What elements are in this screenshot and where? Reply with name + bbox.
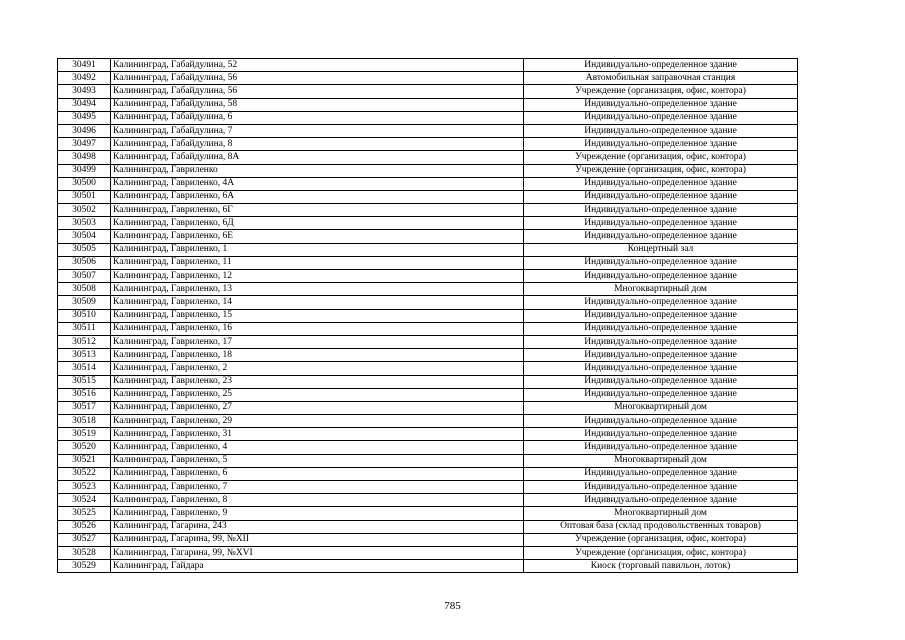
object-type-cell: Индивидуально-определенное здание (524, 375, 798, 388)
record-number-cell: 30527 (58, 533, 111, 546)
address-cell: Калининград, Гавриленко, 6Г (111, 204, 524, 217)
record-number-cell: 30510 (58, 309, 111, 322)
record-number-cell: 30493 (58, 85, 111, 98)
object-type-cell: Автомобильная заправочная станция (524, 72, 798, 85)
object-type-cell: Оптовая база (склад продовольственных товаров) (524, 520, 798, 533)
address-cell: Калининград, Гавриленко, 6Д (111, 217, 524, 230)
object-type-cell: Индивидуально-определенное здание (524, 335, 798, 348)
object-type-cell: Учреждение (организация, офис, контора) (524, 546, 798, 559)
record-number-cell: 30504 (58, 230, 111, 243)
record-number-cell: 30518 (58, 415, 111, 428)
address-cell: Калининград, Гавриленко, 16 (111, 322, 524, 335)
record-number-cell: 30503 (58, 217, 111, 230)
record-number-cell: 30500 (58, 177, 111, 190)
table-row (58, 441, 798, 454)
table-row (58, 124, 798, 137)
object-type-cell: Индивидуально-определенное здание (524, 309, 798, 322)
table-row (58, 507, 798, 520)
table-row (58, 533, 798, 546)
object-type-cell: Учреждение (организация, офис, контора) (524, 151, 798, 164)
address-cell: Калининград, Гавриленко, 23 (111, 375, 524, 388)
record-number-cell: 30519 (58, 428, 111, 441)
table-row (58, 362, 798, 375)
object-type-cell: Индивидуально-определенное здание (524, 59, 798, 72)
address-cell: Калининград, Гавриленко, 15 (111, 309, 524, 322)
table-row (58, 481, 798, 494)
object-type-cell: Индивидуально-определенное здание (524, 481, 798, 494)
address-cell: Калининград, Габайдулина, 56 (111, 72, 524, 85)
address-cell: Калининград, Гавриленко, 6 (111, 467, 524, 480)
table-row (58, 85, 798, 98)
address-cell: Калининград, Габайдулина, 7 (111, 124, 524, 137)
object-type-cell: Индивидуально-определенное здание (524, 467, 798, 480)
table-row (58, 560, 798, 573)
address-cell: Калининград, Гавриленко, 18 (111, 349, 524, 362)
address-cell: Калининград, Гавриленко, 29 (111, 415, 524, 428)
object-type-cell: Индивидуально-определенное здание (524, 98, 798, 111)
table-row (58, 375, 798, 388)
record-number-cell: 30498 (58, 151, 111, 164)
record-number-cell: 30523 (58, 481, 111, 494)
table-row (58, 164, 798, 177)
address-cell: Калининград, Габайдулина, 8А (111, 151, 524, 164)
object-type-cell: Концертный зал (524, 243, 798, 256)
address-cell: Калининград, Гагарина, 99, №XVI (111, 546, 524, 559)
table-row (58, 296, 798, 309)
registry-table (57, 58, 798, 573)
address-cell: Калининград, Габайдулина, 6 (111, 111, 524, 124)
address-cell: Калининград, Гавриленко, 11 (111, 256, 524, 269)
page-number: 785 (444, 600, 461, 612)
table-row (58, 428, 798, 441)
record-number-cell: 30494 (58, 98, 111, 111)
address-cell: Калининград, Гавриленко, 13 (111, 283, 524, 296)
record-number-cell: 30525 (58, 507, 111, 520)
object-type-cell: Индивидуально-определенное здание (524, 388, 798, 401)
address-cell: Калининград, Гавриленко, 14 (111, 296, 524, 309)
record-number-cell: 30514 (58, 362, 111, 375)
table-row (58, 309, 798, 322)
address-cell: Калининград, Гавриленко, 1 (111, 243, 524, 256)
table-row (58, 217, 798, 230)
record-number-cell: 30512 (58, 335, 111, 348)
table-row (58, 190, 798, 203)
object-type-cell: Многоквартирный дом (524, 507, 798, 520)
table-row (58, 494, 798, 507)
record-number-cell: 30516 (58, 388, 111, 401)
address-cell: Калининград, Гавриленко, 31 (111, 428, 524, 441)
object-type-cell: Индивидуально-определенное здание (524, 190, 798, 203)
table-row (58, 388, 798, 401)
record-number-cell: 30526 (58, 520, 111, 533)
object-type-cell: Учреждение (организация, офис, контора) (524, 164, 798, 177)
address-cell: Калининград, Гавриленко (111, 164, 524, 177)
record-number-cell: 30509 (58, 296, 111, 309)
table-row (58, 270, 798, 283)
table-row (58, 256, 798, 269)
object-type-cell: Индивидуально-определенное здание (524, 362, 798, 375)
table-row (58, 204, 798, 217)
table-row (58, 98, 798, 111)
record-number-cell: 30524 (58, 494, 111, 507)
object-type-cell: Индивидуально-определенное здание (524, 230, 798, 243)
table-row (58, 401, 798, 414)
object-type-cell: Многоквартирный дом (524, 283, 798, 296)
address-cell: Калининград, Гавриленко, 25 (111, 388, 524, 401)
object-type-cell: Индивидуально-определенное здание (524, 415, 798, 428)
record-number-cell: 30501 (58, 190, 111, 203)
object-type-cell: Индивидуально-определенное здание (524, 111, 798, 124)
table-row (58, 546, 798, 559)
table-row (58, 283, 798, 296)
object-type-cell: Индивидуально-определенное здание (524, 428, 798, 441)
record-number-cell: 30529 (58, 560, 111, 573)
object-type-cell: Многоквартирный дом (524, 454, 798, 467)
object-type-cell: Индивидуально-определенное здание (524, 441, 798, 454)
record-number-cell: 30511 (58, 322, 111, 335)
table-row (58, 72, 798, 85)
registry-table-body (58, 59, 798, 573)
record-number-cell: 30507 (58, 270, 111, 283)
table-row (58, 177, 798, 190)
object-type-cell: Индивидуально-определенное здание (524, 494, 798, 507)
record-number-cell: 30491 (58, 59, 111, 72)
record-number-cell: 30520 (58, 441, 111, 454)
object-type-cell: Индивидуально-определенное здание (524, 296, 798, 309)
object-type-cell: Индивидуально-определенное здание (524, 349, 798, 362)
address-cell: Калининград, Гавриленко, 4 (111, 441, 524, 454)
table-row (58, 467, 798, 480)
object-type-cell: Индивидуально-определенное здание (524, 177, 798, 190)
record-number-cell: 30528 (58, 546, 111, 559)
address-cell: Калининград, Гавриленко, 17 (111, 335, 524, 348)
object-type-cell: Индивидуально-определенное здание (524, 204, 798, 217)
record-number-cell: 30502 (58, 204, 111, 217)
table-row (58, 520, 798, 533)
address-cell: Калининград, Гавриленко, 2 (111, 362, 524, 375)
address-cell: Калининград, Габайдулина, 8 (111, 138, 524, 151)
record-number-cell: 30506 (58, 256, 111, 269)
record-number-cell: 30521 (58, 454, 111, 467)
object-type-cell: Индивидуально-определенное здание (524, 256, 798, 269)
object-type-cell: Киоск (торговый павильон, лоток) (524, 560, 798, 573)
address-cell: Калининград, Гавриленко, 4А (111, 177, 524, 190)
record-number-cell: 30517 (58, 401, 111, 414)
table-row (58, 335, 798, 348)
table-row (58, 454, 798, 467)
object-type-cell: Индивидуально-определенное здание (524, 124, 798, 137)
table-row (58, 243, 798, 256)
address-cell: Калининград, Гавриленко, 7 (111, 481, 524, 494)
address-cell: Калининград, Габайдулина, 52 (111, 59, 524, 72)
record-number-cell: 30497 (58, 138, 111, 151)
address-cell: Калининград, Гайдара (111, 560, 524, 573)
table-row (58, 138, 798, 151)
record-number-cell: 30492 (58, 72, 111, 85)
object-type-cell: Учреждение (организация, офис, контора) (524, 85, 798, 98)
address-cell: Калининград, Гагарина, 99, №XII (111, 533, 524, 546)
table-row (58, 230, 798, 243)
address-cell: Калининград, Габайдулина, 58 (111, 98, 524, 111)
record-number-cell: 30505 (58, 243, 111, 256)
record-number-cell: 30499 (58, 164, 111, 177)
address-cell: Калининград, Гавриленко, 5 (111, 454, 524, 467)
table-row (58, 322, 798, 335)
address-cell: Калининград, Гагарина, 243 (111, 520, 524, 533)
table-row (58, 59, 798, 72)
table-row (58, 349, 798, 362)
table-row (58, 415, 798, 428)
record-number-cell: 30495 (58, 111, 111, 124)
record-number-cell: 30513 (58, 349, 111, 362)
address-cell: Калининград, Гавриленко, 9 (111, 507, 524, 520)
record-number-cell: 30522 (58, 467, 111, 480)
object-type-cell: Индивидуально-определенное здание (524, 322, 798, 335)
record-number-cell: 30496 (58, 124, 111, 137)
address-cell: Калининград, Гавриленко, 8 (111, 494, 524, 507)
record-number-cell: 30508 (58, 283, 111, 296)
address-cell: Калининград, Гавриленко, 6Е (111, 230, 524, 243)
object-type-cell: Многоквартирный дом (524, 401, 798, 414)
object-type-cell: Индивидуально-определенное здание (524, 138, 798, 151)
record-number-cell: 30515 (58, 375, 111, 388)
address-cell: Калининград, Гавриленко, 27 (111, 401, 524, 414)
object-type-cell: Учреждение (организация, офис, контора) (524, 533, 798, 546)
address-cell: Калининград, Габайдулина, 56 (111, 85, 524, 98)
address-cell: Калининград, Гавриленко, 12 (111, 270, 524, 283)
table-row (58, 111, 798, 124)
object-type-cell: Индивидуально-определенное здание (524, 217, 798, 230)
table-row (58, 151, 798, 164)
object-type-cell: Индивидуально-определенное здание (524, 270, 798, 283)
address-cell: Калининград, Гавриленко, 6А (111, 190, 524, 203)
